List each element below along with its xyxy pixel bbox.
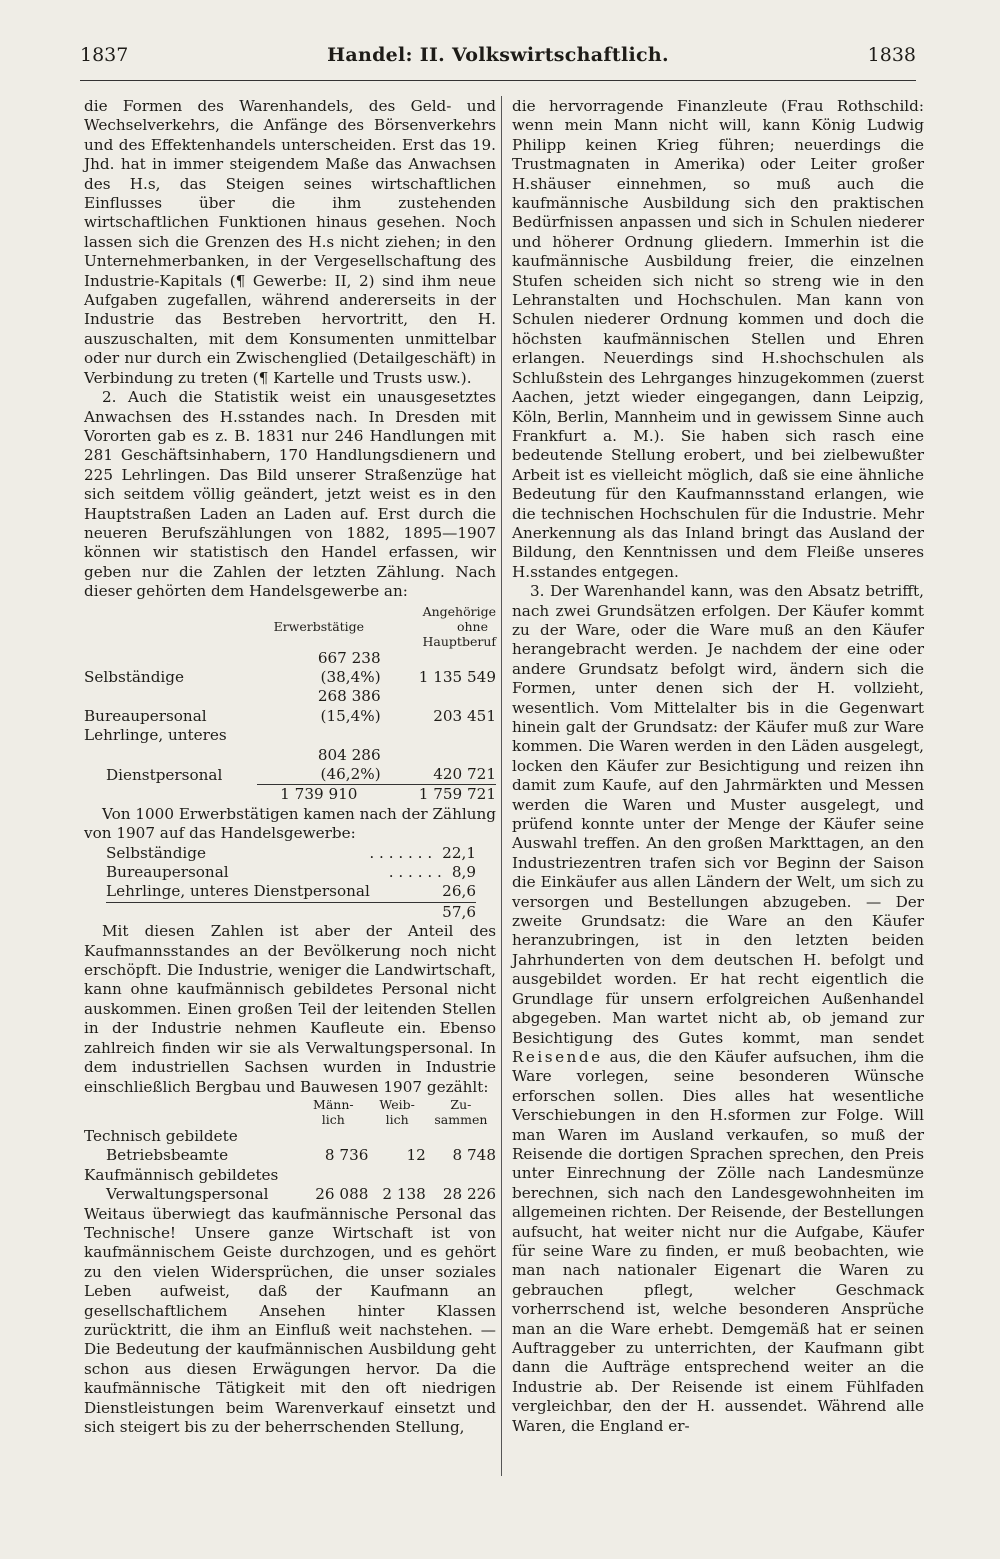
paragraph: Weitaus überwiegt das kaufmännische Personal das Technische! Unsere ganze Wirtschaft ist von kaufmännischem Geiste durchzogen, und es gehört zu den vielen Widersprüchen, die unser soziales Leben aufweist, daß der Kaufmann an gesellschaftlichem Ansehen hinter Klassen zurücktritt, die ihm an Einfluß weit nachstehen. — Die Bedeutung der kaufmännischen Ausbildung geht schon aus diesen Erwägungen hervor. Da die kaufmännische Tätigkeit mit den oft niedrigen Dienstleistungen beim Warenverkauf einsetzt und sich steigert bis zu der beherrschenden Stellung, bbox=[84, 1204, 496, 1436]
cell-value: 203 451 bbox=[433, 706, 496, 725]
right-column bbox=[512, 97, 924, 1436]
table-row bbox=[106, 882, 476, 902]
total-value: 1 759 721 bbox=[381, 785, 496, 805]
table-row bbox=[84, 687, 496, 726]
paragraph: Mit diesen Zahlen ist aber der Anteil des Kaufmannsstandes an der Bevölkerung noch nicht erschöpft. Die Industrie, weniger die Landwirtschaft, kann ohne kaufmännisch gebildetes Personal nicht auskommen. Einen großen Teil der leitenden Stellen in der Industrie nehmen Kaufleute ein. Ebenso zahlreich finden wir sie als Verwaltungspersonal. In dem industriellen Sachsen wurden in Industrie einschließlich Bergbau und Bauwesen 1907 gezählt: bbox=[84, 922, 496, 1096]
cell-value: 2 138 bbox=[382, 1185, 426, 1204]
column-header: Männ- bbox=[313, 1096, 354, 1112]
table-row bbox=[106, 844, 476, 863]
page-header bbox=[80, 44, 916, 74]
total-value: 1 739 910 bbox=[257, 785, 381, 805]
cell-value: 8 748 bbox=[452, 1146, 496, 1165]
row-label: Kaufmännisch gebildetes bbox=[84, 1165, 279, 1184]
cell-value: 8 736 bbox=[324, 1146, 369, 1165]
row-label: Dienstpersonal bbox=[106, 765, 223, 784]
table-row bbox=[84, 1146, 496, 1165]
cell-value: 667 238 (38,4%) bbox=[317, 648, 381, 686]
column-header: Angehörige bbox=[422, 603, 496, 619]
column-header: Weib- bbox=[379, 1096, 415, 1112]
cell-value: 12 bbox=[406, 1146, 426, 1165]
cell-value: 8,9 bbox=[451, 863, 476, 882]
table-row bbox=[84, 1166, 496, 1185]
column-header: Zu- bbox=[450, 1096, 472, 1112]
running-title: Handel: II. Volkswirtschaftlich. bbox=[327, 44, 669, 66]
column-header: Erwerbstätige bbox=[273, 618, 365, 634]
row-label: Lehrlinge, unteres bbox=[84, 726, 227, 745]
cell-value: 26 088 bbox=[315, 1185, 369, 1204]
row-label: Bureaupersonal bbox=[106, 863, 229, 882]
column-header: sammen bbox=[434, 1111, 488, 1127]
page-number-left: 1837 bbox=[80, 44, 129, 66]
row-label: Selbständige bbox=[106, 843, 206, 862]
column-header: lich bbox=[321, 1111, 345, 1127]
page-number-right: 1838 bbox=[867, 44, 916, 66]
paragraph: die hervorragende Finanzleute (Frau Rothschild: wenn mein Mann nicht will, kann König Ludwig Philipp keinen Krieg führen; neuerdings die Trustmagnaten in Amerika) oder Leiter großer H.shäuser einnehmen, so muß auch die kaufmännische Ausbildung sich den praktischen Bedürfnissen anpassen und sich in Schulen niederer und höherer Ordnung gliedern. Immerhin ist die kaufmännische Ausbildung freier, die einzelnen Stufen scheiden sich nicht so streng wie in den Lehranstalten und Hochschulen. Man kann von Schulen niederer Ordnung kommen und doch die höchsten kaufmännischen Stellen und Ehren erlangen. Neuerdings sind H.shochschulen als Schlußstein des Lehrganges hinzugekommen (zuerst Aachen, jetzt wieder eingegangen, dann Leipzig, Köln, Berlin, Mannheim und in gewissem Sinne auch Frankfurt a. M.). Sie haben sich rasch eine bedeutende Stellung erobert, und bei zielbewußter Arbeit ist es vielleicht möglich, daß sie eine ähnliche Bedeutung für den Kaufmannsstand erlangen, wie die technischen Hochschulen für die Industrie. Mehr Anerkennung als das Inland bringt das Ausland der Bildung, den Kenntnissen und dem Fleiße unseres H.sstandes entgegen. bbox=[512, 97, 924, 581]
paragraph: Von 1000 Erwerbstätigen kamen nach der Zählung von 1907 auf das Handelsgewerbe: bbox=[84, 804, 496, 843]
paragraph bbox=[512, 582, 924, 1436]
column-header: Hauptberuf bbox=[422, 633, 496, 649]
column-divider bbox=[501, 96, 502, 1476]
cell-value: 268 386 (15,4%) bbox=[317, 687, 381, 725]
statistics-table-2 bbox=[84, 844, 476, 923]
table-row bbox=[84, 1127, 496, 1146]
statistics-table-1 bbox=[84, 604, 496, 805]
left-column bbox=[84, 97, 496, 1437]
paragraph-text: 3. Der Warenhandel kann, was den Absatz betrifft, nach zwei Grundsätzen erfolgen. Der Käufer kommt zu der Ware, oder die Ware muß an den Käufer herangebracht werden. Je nachdem der eine oder andere Grundsatz befolgt wird, ändern sich die Formen, unter denen sich der H. vollzieht, wesentlich. Vom Mittelalter bis in die Gegenwart hinein galt der Grundsatz: der Käufer muß zur Ware kommen. Die Waren werden in den Läden ausgelegt, locken den Käufer zur Besichtigung und reizen ihn damit zum Kaufe, auf den Jahrmärkten und Messen werden die Waren und Muster ausgelegt, und prüfend konnte unter der Menge der Käufer seine Auswahl treffen. An den großen Markttagen, an den Industriezentren trafen sich vor Beginn der Saison die Einkäufer aus allen Ländern der Welt, um sich zu versorgen und Bestellungen abzugeben. — Der zweite Grundsatz: die Ware an den Käufer heranzubringen, ist in den letzten beiden Jahrhunderten von dem deutschen H. befolgt und ausgebildet worden. Er hat recht eigentlich die Grundlage für unsern erfolgreichen Außenhandel abgegeben. Man wartet nicht ab, ob jemand zur Besichtigung des Gutes kommt, man sendet bbox=[512, 582, 924, 1047]
cell-value: 28 226 bbox=[442, 1185, 496, 1204]
cell-value: 420 721 bbox=[433, 765, 496, 783]
table-row bbox=[84, 649, 496, 688]
table-total-row bbox=[84, 785, 496, 805]
cell-value: 26,6 bbox=[442, 882, 476, 901]
paragraph: die Formen des Warenhandels, des Geld- und Wechselverkehrs, die Anfänge des Börsenverkehrs und des Effektenhandels unterscheiden. Erst das 19. Jhd. hat in immer steigendem Maße das Anwachsen des H.s, das Steigen seines wirtschaftlichen Einflusses über die ihm zustehenden wirtschaftlichen Funktionen hinaus gesehen. Noch lassen sich die Grenzen des H.s nicht ziehen; in den Unternehmerbanken, in der Vergesellschaftung des Industrie-Kapitals (¶ Gewerbe: II, 2) sind ihm neue Aufgaben zugefallen, während andererseits in der Industrie das Bestreben hervortritt, den H. auszuschalten, mit dem Konsumenten unmittelbar oder nur durch ein Zwischenglied (Detailgeschäft) in Verbindung zu treten (¶ Kartelle und Trusts usw.). bbox=[84, 97, 496, 387]
row-label: Lehrlinge, unteres Dienstpersonal bbox=[106, 882, 370, 901]
leader-dots: . . . . . . . bbox=[369, 843, 433, 862]
row-label: Verwaltungspersonal bbox=[106, 1185, 269, 1204]
row-label: Technisch gebildete bbox=[84, 1126, 238, 1145]
column-header: ohne bbox=[456, 618, 488, 634]
cell-value: 804 286 (46,2%) bbox=[317, 745, 381, 783]
statistics-table-3 bbox=[84, 1097, 496, 1205]
cell-value: 22,1 bbox=[442, 843, 476, 862]
column-header: lich bbox=[385, 1111, 409, 1127]
paragraph-text: aus, die den Käufer aufsuchen, ihm die Ware vorlegen, seine besonderen Wünsche erforschen sollen. Dies alles hat wesentliche Verschiebungen in den H.sformen zur Folge. Will man Waren im Ausland verkaufen, so muß der Reisende die dortigen Sprachen sprechen, den Preis unter Einrechnung der Zölle nach Landesmünze berechnen, sich nach den Landesgewohnheiten im allgemeinen richten. Der Reisende, der Bestellungen aufsucht, hat weiter nicht nur die Aufgabe, Käufer für seine Ware zu finden, er muß beobachten, wie man nach nationaler Eigenart die Waren zu gebrauchen pflegt, welcher Geschmack vorherrschend ist, welche besonderen Ansprüche man an die Ware erhebt. Demgemäß hat er seinen Auftraggeber zu unterrichten, der Kaufmann gibt dann die Aufträge entsprechend weiter an die Industrie ab. Der Reisende ist einem Fühlfaden vergleichbar, den der H. aussendet. Während alle Waren, die England er- bbox=[512, 1047, 924, 1435]
paragraph: 2. Auch die Statistik weist ein unausgesetztes Anwachsen des H.sstandes nach. In Dresden mit Vororten gab es z. B. 1831 nur 246 Handlungen mit 281 Geschäftsinhabern, 170 Handlungsdienern und 225 Lehrlingen. Das Bild unserer Straßenzüge hat sich seitdem völlig geändert, jetzt weist es in den Hauptstraßen Laden an Laden auf. Erst durch die neueren Berufszählungen von 1882, 1895—1907 können wir statistisch den Handel erfassen, wir geben nur die Zahlen der letzten Zählung. Nach dieser gehörten dem Handelsgewerbe an: bbox=[84, 388, 496, 601]
header-rule bbox=[80, 80, 916, 81]
table-row bbox=[84, 1185, 496, 1204]
row-label: Selbständige bbox=[84, 667, 184, 686]
row-label: Betriebsbeamte bbox=[106, 1146, 229, 1165]
cell-value: 1 135 549 bbox=[418, 667, 496, 686]
total-value: 57,6 bbox=[442, 902, 476, 921]
row-label: Bureaupersonal bbox=[84, 706, 207, 725]
table-total-row bbox=[106, 903, 476, 922]
emphasized-word: Reisende bbox=[512, 1047, 603, 1066]
table-row bbox=[106, 863, 476, 882]
table-row bbox=[84, 726, 496, 745]
leader-dots: . . . . . . bbox=[388, 863, 442, 882]
table-row bbox=[84, 746, 496, 785]
